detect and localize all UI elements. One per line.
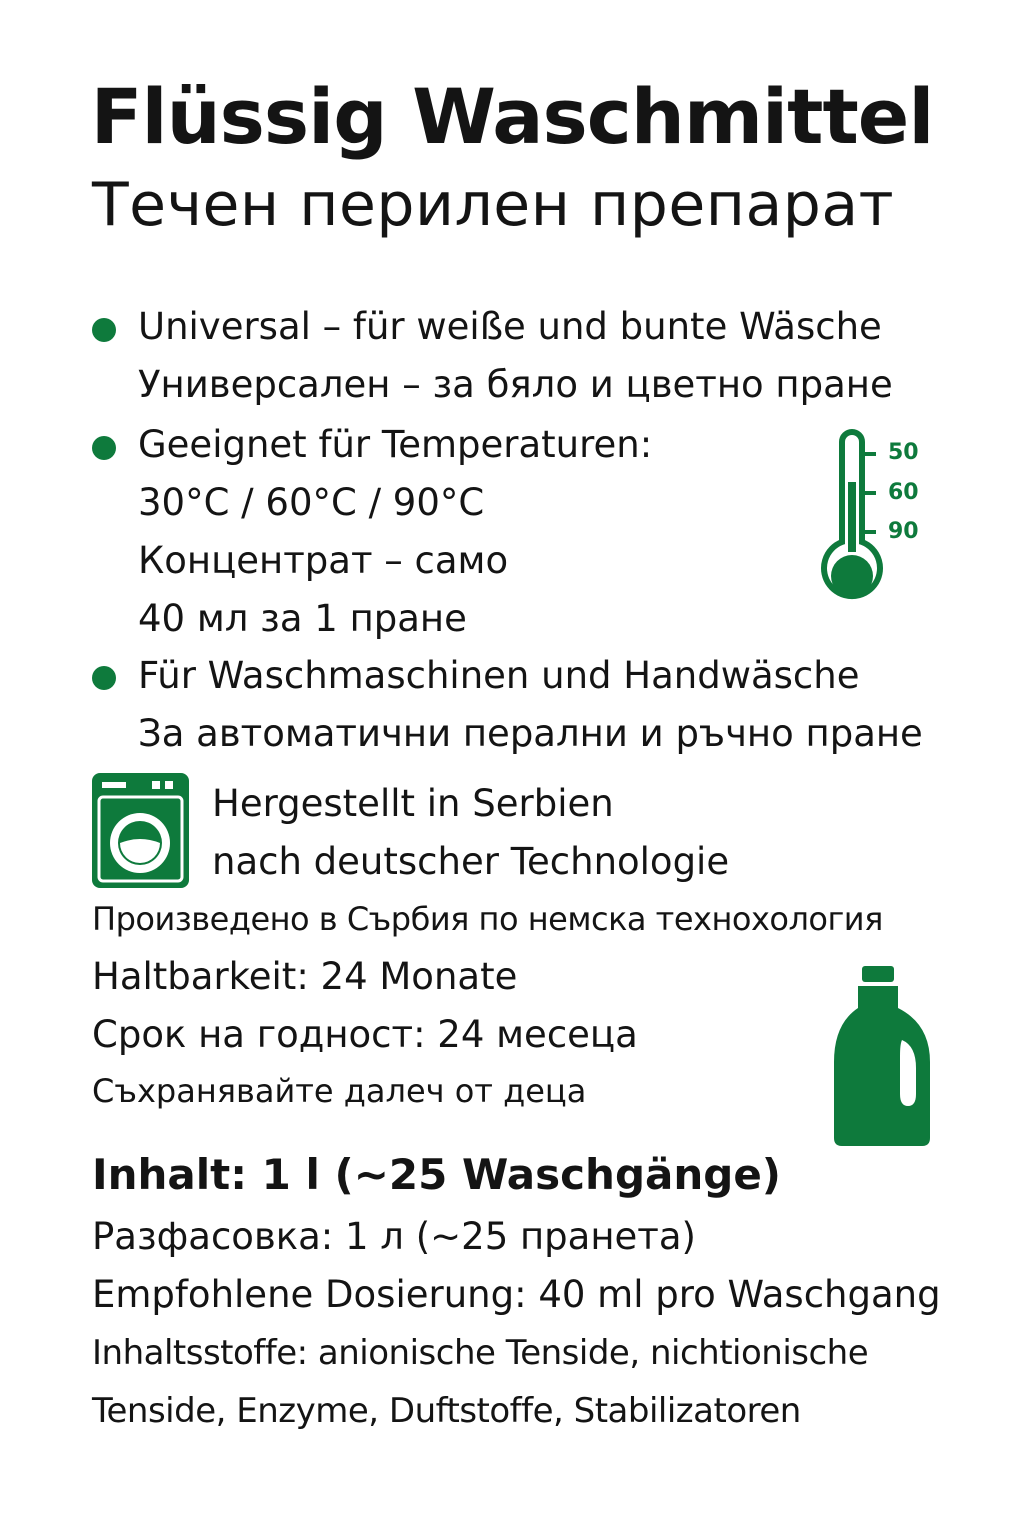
thermometer-label-50: 50 [888,440,919,465]
bullet-2-line-3: Концентрат – само [138,539,509,582]
bullet-dot [92,666,116,690]
shelf-life-de: Haltbarkeit: 24 Monate [92,955,518,998]
bullet-1-line-2: Универсален – за бяло и цветно пране [138,363,893,406]
bullet-1-line-1: Universal – für weiße und bunte Wäsche [138,305,882,348]
origin-line-1: Hergestellt in Serbien [212,782,614,825]
bullet-3-line-1: Für Waschmaschinen und Handwäsche [138,654,860,697]
page-subtitle: Течен перилен препарат [92,170,895,240]
bottle-icon [834,966,930,1148]
origin-line-2: nach deutscher Technologie [212,840,730,883]
shelf-life-bg: Срок на годност: 24 месеца [92,1013,638,1056]
content-bg: Разфасовка: 1 л (~25 пранета) [92,1215,696,1258]
bullet-dot [92,318,116,342]
bullet-dot [92,436,116,460]
dosage: Empfohlene Dosierung: 40 ml pro Waschgang [92,1273,941,1316]
bullet-2-line-1: Geeignet für Temperaturen: [138,423,653,466]
page-title: Flüssig Waschmittel [90,72,934,161]
keep-away-warning: Съхранявайте далеч от деца [92,1072,587,1110]
origin-bg: Произведено в Сърбия по немска технохология [92,900,883,938]
washing-machine-icon [92,773,189,888]
bullet-2-line-2: 30°C / 60°C / 90°C [138,481,485,524]
bullet-3-line-2: За автоматични перални и ръчно пране [138,712,923,755]
bullet-2-line-4: 40 мл за 1 пране [138,597,467,640]
ingredients-line-1: Inhaltsstoffe: anionische Tenside, nichtionische [92,1333,869,1373]
thermometer-label-60: 60 [888,480,919,505]
ingredients-line-2: Tenside, Enzyme, Duftstoffe, Stabilizatoren [92,1391,801,1431]
content-de: Inhalt: 1 l (~25 Waschgänge) [92,1150,782,1199]
thermometer-label-90: 90 [888,519,919,544]
